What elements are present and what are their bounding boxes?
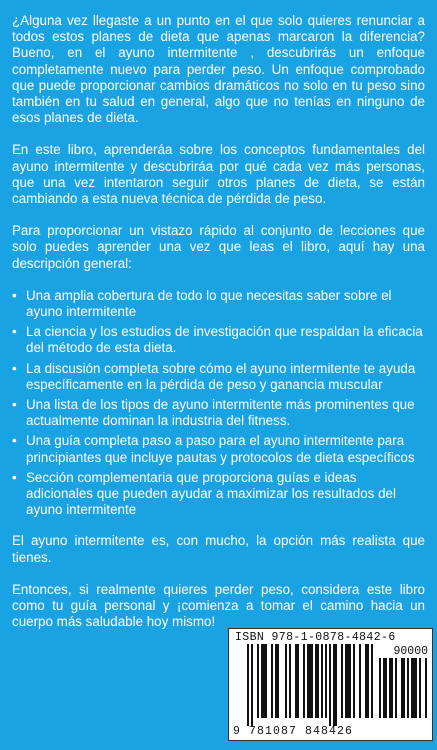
barcode-bar bbox=[341, 644, 343, 718]
isbn-barcode bbox=[228, 628, 433, 741]
barcode-bar bbox=[353, 644, 355, 718]
barcode-bar bbox=[407, 658, 409, 718]
bullet-dot-icon: • bbox=[12, 287, 17, 303]
list-item: • Una amplia cobertura de todo lo que necesitas saber sobre el ayuno intermitente bbox=[12, 287, 392, 320]
list-item: • Una guía completa paso a paso para el ayuno intermitente para principiantes que incluye pautas y protocolos de dieta específicos bbox=[12, 433, 415, 465]
description-text bbox=[12, 13, 425, 647]
barcode-bar bbox=[251, 644, 253, 726]
closing-paragraph: Entonces, si realmente quieres perder peso, considera este libro como tu guía personal y ¡comienza a tomar el camino hacia un cuerpo más saludable hoy mismo! bbox=[12, 581, 425, 630]
barcode-bar bbox=[379, 658, 381, 718]
bullet-dot-icon: • bbox=[12, 360, 17, 376]
barcode-bar bbox=[371, 644, 373, 718]
bullet-dot-icon: • bbox=[12, 324, 17, 340]
barcode-bar bbox=[411, 658, 417, 718]
barcode-bars-icon bbox=[247, 644, 373, 726]
intro-paragraph: ¿Alguna vez llegaste a un punto en el que solo quieres renunciar a todos estos planes de dieta que apenas marcaron la diferencia? Bueno, en el ayuno intermitente , descubrirás un enfoque completamente nuevo para perder peso. Un enfoque comprobado que puede proporcionar cambios dramáticos no solo en tu peso sino también en tu salud en general, algo que no tenías en ninguno de esos planes de dieta. bbox=[12, 13, 425, 126]
barcode-bar bbox=[315, 644, 319, 718]
barcode-bar bbox=[395, 658, 397, 718]
barcode-bar bbox=[257, 644, 259, 718]
book-paragraph: En este libro, aprenderáa sobre los conceptos fundamentales del ayuno intermitente y descubriráa por qué cada vez más personas, que una vez intentaron seguir otros planes de dieta, se están cambiando a esta nueva técnica de pérdida de peso. bbox=[12, 142, 425, 207]
barcode-bar bbox=[289, 644, 291, 718]
barcode-bar bbox=[321, 644, 323, 718]
barcode-bar bbox=[303, 644, 305, 718]
list-item: • La discusión completa sobre cómo el ayuno intermitente te ayuda específicamente en la pérdida de peso y ganancia muscular bbox=[12, 360, 416, 392]
barcode-bar bbox=[389, 658, 393, 718]
list-item: • La ciencia y los estudios de investigación que respaldan la eficacia del método de esta dieta. bbox=[12, 324, 423, 356]
barcode-bar bbox=[365, 644, 369, 718]
barcode-bar bbox=[285, 644, 287, 718]
list-item: • Una lista de los tipos de ayuno intermitente más prominentes que actualmente dominan la industria del fitness. bbox=[12, 397, 415, 429]
barcode-bar bbox=[271, 644, 273, 718]
overview-paragraph: Para proporcionar un vistazo rápido al conjunto de lecciones que solo puedes aprender una vez que leas el libro, aquí hay una descripción general: bbox=[12, 223, 425, 271]
bullet-dot-icon: • bbox=[12, 433, 17, 449]
barcode-bar bbox=[333, 644, 337, 726]
barcode-bar bbox=[261, 644, 267, 718]
barcode-bar bbox=[325, 644, 327, 718]
barcode-bar bbox=[383, 658, 387, 718]
barcode-bar bbox=[329, 644, 331, 726]
lessons-list bbox=[12, 288, 425, 519]
barcode-bar bbox=[425, 658, 427, 718]
ean-number: 9 781087 848426 bbox=[233, 725, 354, 738]
barcode-bar bbox=[275, 644, 279, 718]
barcode-bar bbox=[419, 658, 421, 718]
barcode-bar bbox=[359, 644, 361, 718]
barcode-bar bbox=[401, 658, 405, 718]
isbn-label: ISBN 978-1-0878-4842-6 bbox=[235, 631, 396, 644]
bullet-dot-icon: • bbox=[12, 469, 17, 485]
addon-barcode-bars-icon bbox=[379, 658, 429, 726]
barcode-bar bbox=[247, 644, 249, 726]
bullet-dot-icon: • bbox=[12, 397, 17, 413]
list-item: • Sección complementaria que proporciona guías e ideas adicionales que pueden ayudar a maximizar los resultados del ayuno intermitente bbox=[12, 469, 396, 518]
barcode-bar bbox=[295, 644, 299, 718]
price-code: 90000 bbox=[393, 645, 428, 658]
barcode-bar bbox=[307, 644, 313, 718]
barcode-bar bbox=[345, 644, 351, 718]
realistic-paragraph: El ayuno intermitente es, con mucho, la opción más realista que tienes. bbox=[12, 533, 425, 565]
